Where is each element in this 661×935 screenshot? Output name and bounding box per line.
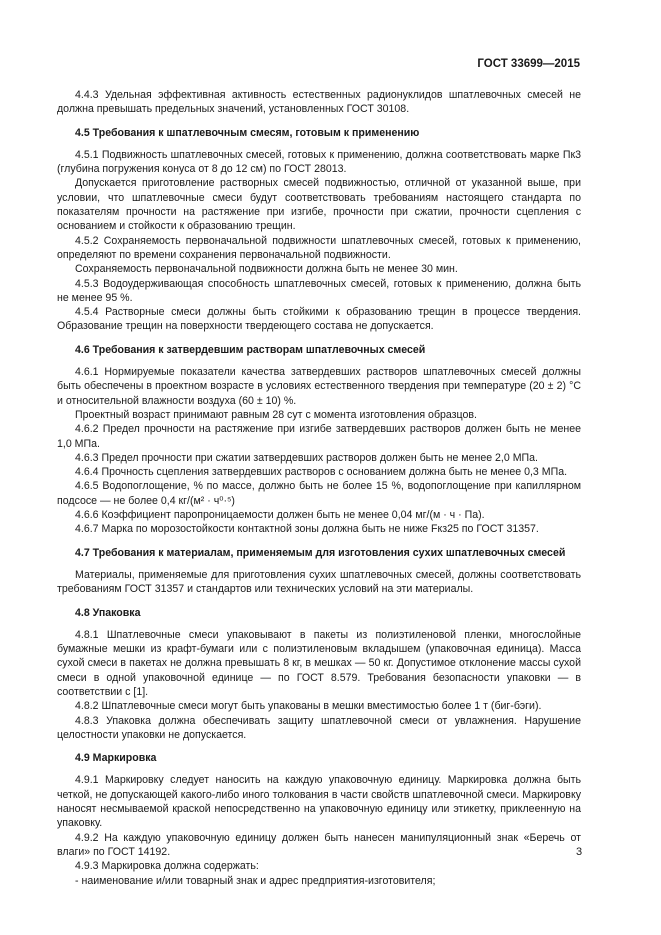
paragraph: 4.9.3 Маркировка должна содержать: — [75, 860, 259, 873]
paragraph: 4.9.1 Маркировку следует наносить на каждую упаковочную единицу. Маркировка должна быть четкой, не допускающей какого-либо иного толкования в части свойств шпатлевочной смеси. Маркировку наносят несмываемой краской непосредственно на упаковочную единицу или этикетку, приклеенную на упаковку. — [57, 774, 581, 830]
document-code: ГОСТ 33699—2015 — [477, 58, 580, 70]
paragraph: 4.6.5 Водопоглощение, % по массе, должно быть не более 15 %, водопоглощение при капиллярном подсосе — не более 0,4 кг/(м² · ч⁰·⁵) — [57, 480, 581, 507]
paragraph: 4.9.2 На каждую упаковочную единицу должен быть нанесен манипуляционный знак «Беречь от влаги» по ГОСТ 14192. — [57, 831, 581, 858]
paragraph: 4.4.3 Удельная эффективная активность естественных радионуклидов шпатлевочных смесей не должна превышать предельных значений, установленных ГОСТ 30108. — [57, 89, 581, 116]
paragraph: 4.6.3 Предел прочности при сжатии затвердевших растворов должен быть не менее 2,0 МПа. — [75, 451, 538, 464]
paragraph: Материалы, применяемые для приготовления сухих шпатлевочных смесей, должны соответствовать требованиям ГОСТ 31357 и стандартов или технических условий на эти материалы. — [57, 568, 581, 596]
paragraph: 4.8.3 Упаковка должна обеспечивать защиту шпатлевочной смеси от увлажнения. Нарушение целостности упаковки не допускается. — [57, 714, 581, 741]
section-heading: 4.5 Требования к шпатлевочным смесям, готовым к применению — [75, 126, 420, 139]
paragraph: Сохраняемость первоначальной подвижности должна быть не менее 30 мин. — [75, 263, 458, 276]
paragraph: 4.8.1 Шпатлевочные смеси упаковывают в пакеты из полиэтиленовой пленки, многослойные бумажные мешки из крафт-бумаги или с полиэтиленовым вкладышем (упаковочная единица). Масса сухой смеси в пакетах не должна превышать 8 кг, в мешках — 50 кг. Допустимое отклонение массы сухой смеси в одной упаковочной единице — по ГОСТ 8.579. Требования безопасности упаковки — в соответствии с [1]. — [57, 628, 581, 698]
paragraph: 4.5.1 Подвижность шпатлевочных смесей, готовых к применению, должна соответствовать марке Пк3 (глубина погружения конуса от 8 до 12 см) по ГОСТ 28013. — [57, 148, 581, 176]
paragraph: 4.6.7 Марка по морозостойкости контактной зоны должна быть не ниже Fкз25 по ГОСТ 31357. — [75, 523, 539, 536]
paragraph: 4.5.4 Растворные смеси должны быть стойкими к образованию трещин в процессе твердения. Образование трещин на поверхности твердеющего состава не допускается. — [57, 306, 581, 333]
paragraph: 4.6.6 Коэффициент паропроницаемости должен быть не менее 0,04 мг/(м · ч · Па). — [75, 509, 485, 522]
section-heading: 4.9 Маркировка — [75, 752, 157, 765]
paragraph: 4.6.1 Нормируемые показатели качества затвердевших растворов шпатлевочных смесей должны быть обеспечены в проектном возрасте в условиях естественного твердения при температуре (20 ± 2) °С и относительной влажности воздуха (60 ± 10) %. — [57, 366, 581, 407]
section-heading: 4.8 Упаковка — [75, 606, 141, 619]
paragraph: 4.5.2 Сохраняемость первоначальной подвижности шпатлевочных смесей, готовых к применению, определяют по времени сохранения первоначальной подвижности. — [57, 234, 581, 261]
paragraph: 4.6.4 Прочность сцепления затвердевших растворов с основанием должна быть не менее 0,3 МПа. — [75, 466, 568, 479]
list-item: - наименование и/или товарный знак и адрес предприятия-изготовителя; — [75, 874, 436, 887]
document-body — [57, 88, 581, 888]
section-heading: 4.7 Требования к материалам, применяемым для изготовления сухих шпатлевочных смесей — [75, 546, 566, 559]
section-heading: 4.6 Требования к затвердевшим растворам шпатлевочных смесей — [75, 343, 426, 356]
page-number: 3 — [576, 846, 583, 858]
paragraph: 4.8.2 Шпатлевочные смеси могут быть упакованы в мешки вместимостью более 1 т (биг-бэги). — [75, 700, 542, 713]
paragraph: Допускается приготовление растворных смесей подвижностью, отличной от указанной выше, при условии, что шпатлевочные смеси будут соответствовать требованиям настоящего стандарта по показателям прочности на растяжение при изгибе, прочности при сжатии, прочности сцепления с основанием и стойкости к образованию трещин. — [57, 177, 581, 233]
paragraph: 4.6.2 Предел прочности на растяжение при изгибе затвердевших растворов должен быть не менее 1,0 МПа. — [57, 423, 581, 450]
paragraph: 4.5.3 Водоудерживающая способность шпатлевочных смесей, готовых к применению, должна быть не менее 95 %. — [57, 277, 581, 304]
paragraph: Проектный возраст принимают равным 28 сут с момента изготовления образцов. — [75, 408, 477, 421]
